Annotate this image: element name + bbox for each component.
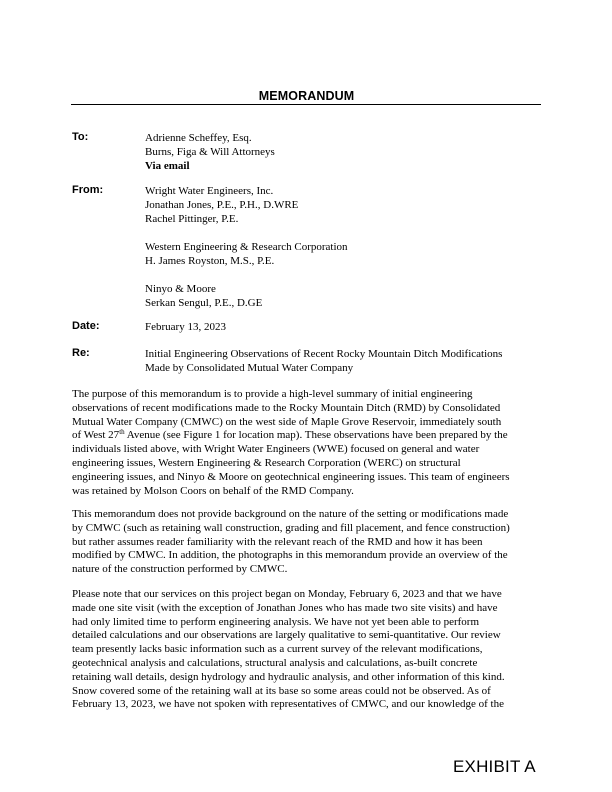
from-org-werc: Western Engineering & Research Corporation [145, 241, 348, 253]
superscript: th [119, 428, 125, 437]
to-value [145, 131, 545, 173]
from-label: From: [72, 184, 104, 196]
paragraph-line: February 13, 2023, we have not spoken with representatives of CMWC, and our knowledge of the [72, 698, 504, 711]
from-person: Jonathan Jones, P.E., P.H., D.WRE [145, 199, 299, 211]
from-org-wwe: Wright Water Engineers, Inc. [145, 185, 274, 197]
paragraph-line: had only limited time to perform engineering analysis. We have not yet been able to perform [72, 615, 480, 628]
paragraph-line: detailed calculations and our observations are largely qualitative to semi-quantitative. Our review [72, 629, 501, 642]
paragraph-line [72, 429, 542, 443]
body-paragraph-limitations [72, 588, 542, 712]
to-delivery: Via email [145, 160, 190, 172]
paragraph-line: Mutual Water Company (CMWC) on the west side of Maple Grove Reservoir, immediately south [72, 415, 502, 428]
paragraph-line: nature of the construction performed by CMWC. [72, 563, 288, 576]
body-paragraph-purpose [72, 388, 542, 498]
paragraph-line: modified by CMWC. In addition, the photographs in this memorandum provide an overview of the [72, 549, 508, 562]
body-paragraph-scope [72, 508, 542, 577]
re-line: Made by Consolidated Mutual Water Company [145, 362, 354, 374]
memo-title: MEMORANDUM [258, 89, 355, 103]
date-label: Date: [72, 320, 100, 332]
paragraph-line: team presently lacks basic information such as a current survey of the relevant modifications, [72, 643, 483, 656]
re-line: Initial Engineering Observations of Recent Rocky Mountain Ditch Modifications [145, 348, 503, 360]
to-label: To: [72, 131, 89, 143]
paragraph-line: engineering issues, Western Engineering & Research Corporation (WERC) on structural [72, 456, 461, 469]
paragraph-line: made one site visit (with the exception of Jonathan Jones who has made two site visits) and have [72, 601, 498, 614]
paragraph-line: The purpose of this memorandum is to provide a high-level summary of initial engineering [72, 388, 473, 400]
to-firm: Burns, Figa & Will Attorneys [145, 146, 275, 158]
exhibit-label: EXHIBIT A [453, 757, 536, 776]
paragraph-line: Snow covered some of the retaining wall at its base so some areas could not be observed. As of [72, 684, 491, 697]
from-org-ninyo: Ninyo & Moore [145, 283, 216, 295]
from-value [145, 184, 545, 310]
paragraph-line: observations of recent modifications made to the Rocky Mountain Ditch (RMD) by Consolidated [72, 401, 501, 414]
paragraph-line: but rather assumes reader familiarity with the relevant reach of the RMD and how it has been [72, 535, 483, 548]
re-label: Re: [72, 347, 90, 359]
paragraph-line: by CMWC (such as retaining wall construction, grading and fill placement, and fence construction) [72, 521, 510, 534]
paragraph-line: geotechnical analysis and calculations, structural analysis and calculations, as-built concrete [72, 656, 478, 669]
paragraph-line: was retained by Molson Coors on behalf of the RMD Company. [72, 484, 354, 497]
to-recipient: Adrienne Scheffey, Esq. [145, 132, 252, 144]
re-value [145, 347, 545, 375]
from-person: Serkan Sengul, P.E., D.GE [145, 297, 263, 309]
from-person: H. James Royston, M.S., P.E. [145, 255, 275, 267]
from-person: Rachel Pittinger, P.E. [145, 213, 239, 225]
title-divider [71, 104, 541, 105]
line-text: of West 27 [72, 429, 120, 442]
line-text: Avenue (see Figure 1 for location map). These observations have been prepared by the [124, 429, 508, 442]
paragraph-line: engineering issues, and Ninyo & Moore on geotechnical engineering issues. This team of engineers [72, 470, 510, 483]
date-value: February 13, 2023 [145, 321, 226, 333]
paragraph-line: Please note that our services on this project began on Monday, February 6, 2023 and that we have [72, 588, 502, 600]
paragraph-line: This memorandum does not provide background on the nature of the setting or modifications made [72, 508, 509, 520]
paragraph-line: individuals listed above, with Wright Water Engineers (WWE) focused on general and water [72, 443, 480, 456]
paragraph-line: retaining wall details, design hydrology and hydraulic analysis, and other information of this kind. [72, 670, 505, 683]
